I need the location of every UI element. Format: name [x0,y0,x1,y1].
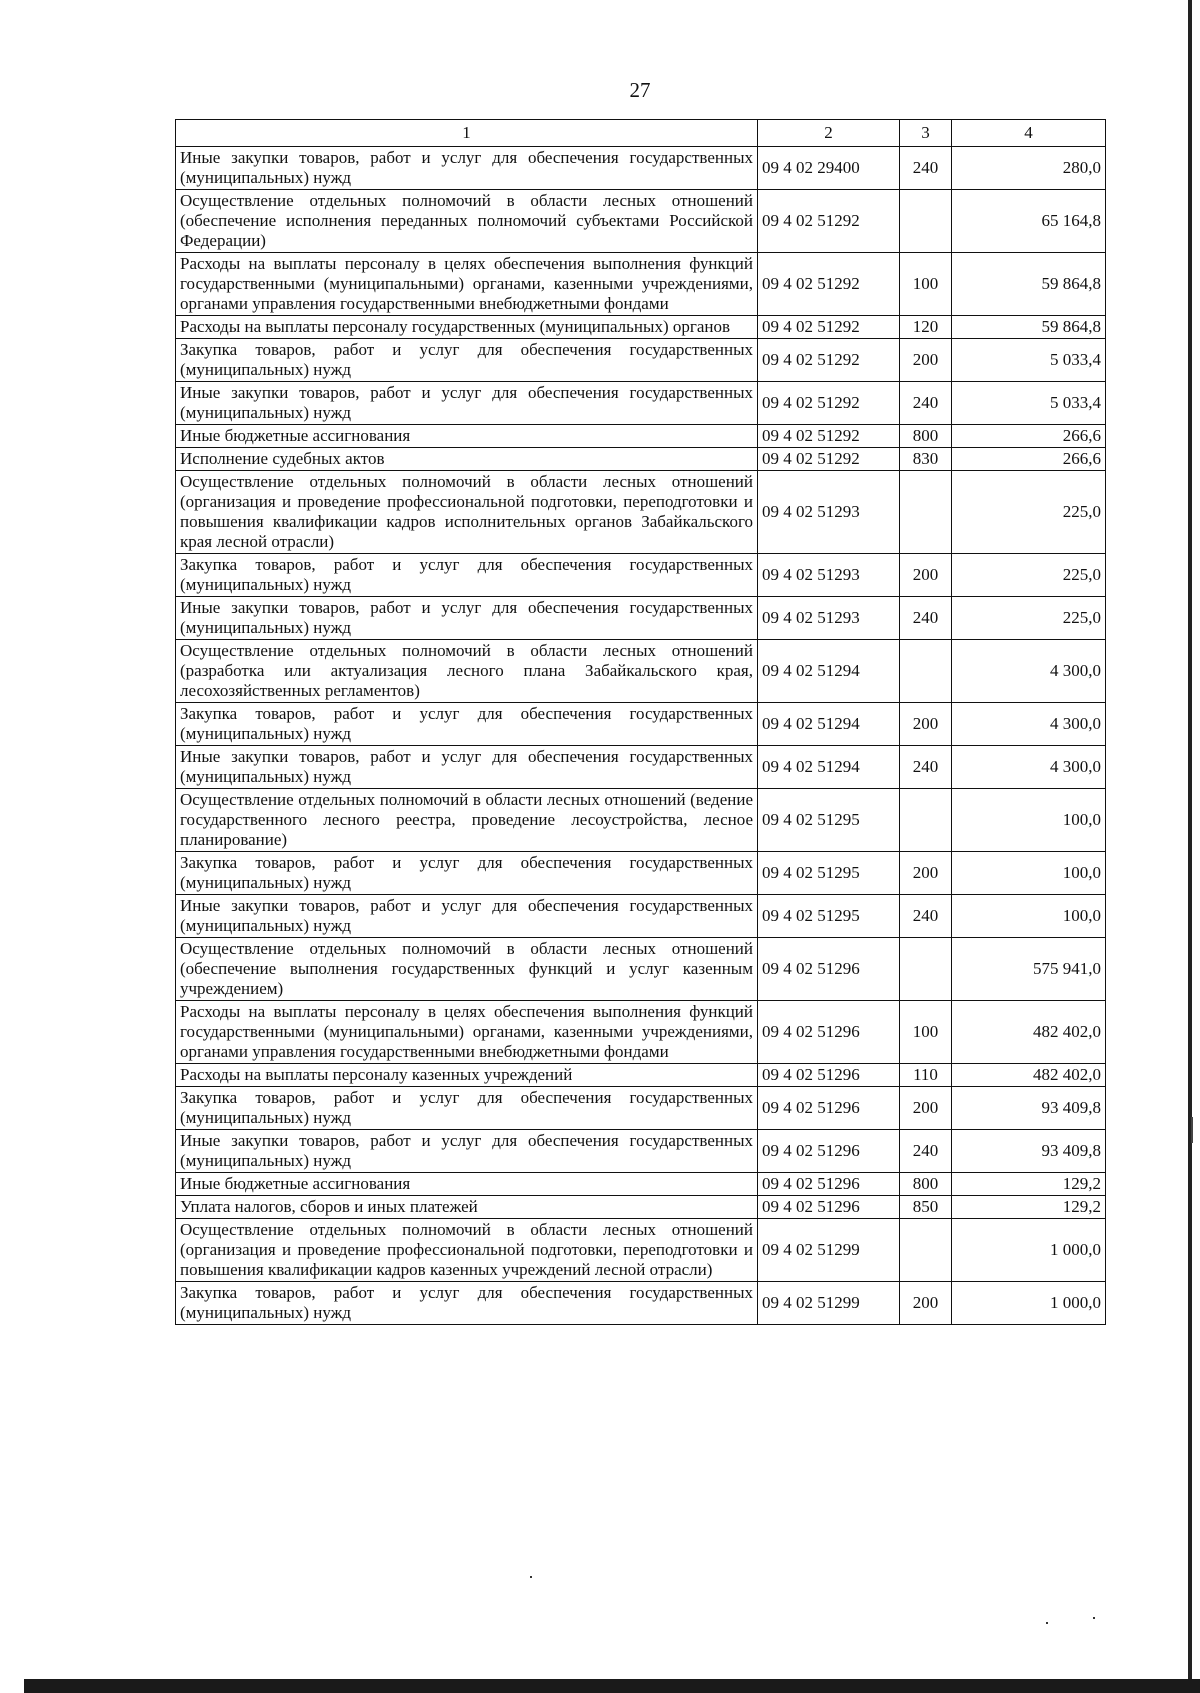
row-amount-cell: 225,0 [952,554,1106,597]
row-amount-cell: 5 033,4 [952,339,1106,382]
row-name-cell: Осуществление отдельных полномочий в области лесных отношений (ведение государственного лесного реестра, проведение лесоустройства, лесное планирование) [176,789,758,852]
row-name-cell: Осуществление отдельных полномочий в области лесных отношений (обеспечение выполнения государственных функций и услуг казенным учреждением) [176,938,758,1001]
table-row [176,1001,1106,1064]
row-expense-type-cell [900,938,952,1001]
table-row [176,448,1106,471]
header-col-3: 3 [900,120,952,147]
row-amount-cell: 100,0 [952,789,1106,852]
row-code-cell: 09 4 02 51296 [758,938,900,1001]
row-amount-cell: 59 864,8 [952,316,1106,339]
row-name-cell: Закупка товаров, работ и услуг для обеспечения государственных (муниципальных) нужд [176,339,758,382]
table-row [176,253,1106,316]
row-expense-type-cell: 240 [900,597,952,640]
row-code-cell: 09 4 02 51292 [758,253,900,316]
table-row [176,1173,1106,1196]
row-code-cell: 09 4 02 51299 [758,1282,900,1325]
row-code-cell: 09 4 02 51296 [758,1087,900,1130]
row-code-cell: 09 4 02 51293 [758,597,900,640]
row-amount-cell: 4 300,0 [952,703,1106,746]
row-code-cell: 09 4 02 51294 [758,640,900,703]
row-name-cell: Расходы на выплаты персоналу государственных (муниципальных) органов [176,316,758,339]
row-name-cell: Иные бюджетные ассигнования [176,1173,758,1196]
row-expense-type-cell: 830 [900,448,952,471]
row-expense-type-cell: 850 [900,1196,952,1219]
table-row [176,554,1106,597]
row-code-cell: 09 4 02 51293 [758,471,900,554]
row-name-cell: Осуществление отдельных полномочий в области лесных отношений (обеспечение исполнения переданных полномочий субъектами Российской Федерации) [176,190,758,253]
table-row [176,190,1106,253]
row-expense-type-cell: 200 [900,339,952,382]
table-row [176,789,1106,852]
row-code-cell: 09 4 02 51295 [758,895,900,938]
row-code-cell: 09 4 02 51294 [758,703,900,746]
row-amount-cell: 266,6 [952,448,1106,471]
row-expense-type-cell: 100 [900,253,952,316]
row-name-cell: Закупка товаров, работ и услуг для обеспечения государственных (муниципальных) нужд [176,703,758,746]
row-expense-type-cell: 200 [900,1282,952,1325]
table-row [176,895,1106,938]
row-amount-cell: 225,0 [952,471,1106,554]
row-name-cell: Закупка товаров, работ и услуг для обеспечения государственных (муниципальных) нужд [176,554,758,597]
row-name-cell: Иные закупки товаров, работ и услуг для обеспечения государственных (муниципальных) нужд [176,895,758,938]
row-expense-type-cell [900,640,952,703]
row-amount-cell: 5 033,4 [952,382,1106,425]
table-row [176,1282,1106,1325]
row-amount-cell: 1 000,0 [952,1219,1106,1282]
row-name-cell: Закупка товаров, работ и услуг для обеспечения государственных (муниципальных) нужд [176,1282,758,1325]
page-number: 27 [629,78,651,102]
row-code-cell: 09 4 02 29400 [758,147,900,190]
row-expense-type-cell: 120 [900,316,952,339]
row-amount-cell: 1 000,0 [952,1282,1106,1325]
scan-speck [530,1576,532,1578]
row-amount-cell: 482 402,0 [952,1001,1106,1064]
row-name-cell: Уплата налогов, сборов и иных платежей [176,1196,758,1219]
row-name-cell: Иные закупки товаров, работ и услуг для обеспечения государственных (муниципальных) нужд [176,1130,758,1173]
table-row [176,640,1106,703]
table-row [176,1219,1106,1282]
row-expense-type-cell: 240 [900,147,952,190]
row-expense-type-cell: 240 [900,895,952,938]
table-row [176,1196,1106,1219]
row-amount-cell: 93 409,8 [952,1087,1106,1130]
row-name-cell: Закупка товаров, работ и услуг для обеспечения государственных (муниципальных) нужд [176,852,758,895]
row-amount-cell: 280,0 [952,147,1106,190]
table-row [176,382,1106,425]
scan-margin-mark [1191,1117,1193,1143]
row-amount-cell: 482 402,0 [952,1064,1106,1087]
row-expense-type-cell [900,1219,952,1282]
row-code-cell: 09 4 02 51295 [758,852,900,895]
budget-table [175,119,1106,1325]
table-row [176,938,1106,1001]
row-amount-cell: 129,2 [952,1196,1106,1219]
row-name-cell: Расходы на выплаты персоналу в целях обеспечения выполнения функций государственными (муниципальными) органами, казенными учреждениями, органами управления государственными внебюджетными фондами [176,253,758,316]
row-code-cell: 09 4 02 51294 [758,746,900,789]
row-name-cell: Осуществление отдельных полномочий в области лесных отношений (организация и проведение профессиональной подготовки, переподготовки и повышения квалификации кадров казенных учреждений лесной отрасли) [176,1219,758,1282]
header-col-1: 1 [176,120,758,147]
row-code-cell: 09 4 02 51296 [758,1196,900,1219]
row-code-cell: 09 4 02 51292 [758,316,900,339]
row-code-cell: 09 4 02 51299 [758,1219,900,1282]
row-expense-type-cell: 100 [900,1001,952,1064]
table-row [176,852,1106,895]
row-name-cell: Иные закупки товаров, работ и услуг для обеспечения государственных (муниципальных) нужд [176,147,758,190]
table-header-row [176,120,1106,147]
row-expense-type-cell: 200 [900,703,952,746]
row-code-cell: 09 4 02 51296 [758,1064,900,1087]
table-row [176,471,1106,554]
header-col-4: 4 [952,120,1106,147]
row-amount-cell: 100,0 [952,852,1106,895]
row-code-cell: 09 4 02 51292 [758,448,900,471]
table-row [176,339,1106,382]
row-code-cell: 09 4 02 51293 [758,554,900,597]
row-name-cell: Иные закупки товаров, работ и услуг для обеспечения государственных (муниципальных) нужд [176,382,758,425]
row-amount-cell: 225,0 [952,597,1106,640]
table-row [176,746,1106,789]
row-amount-cell: 65 164,8 [952,190,1106,253]
row-name-cell: Расходы на выплаты персоналу казенных учреждений [176,1064,758,1087]
row-name-cell: Иные закупки товаров, работ и услуг для обеспечения государственных (муниципальных) нужд [176,597,758,640]
row-expense-type-cell: 240 [900,746,952,789]
scan-speck [1046,1622,1048,1624]
row-expense-type-cell: 200 [900,852,952,895]
row-name-cell: Закупка товаров, работ и услуг для обеспечения государственных (муниципальных) нужд [176,1087,758,1130]
table-row [176,1064,1106,1087]
row-amount-cell: 100,0 [952,895,1106,938]
row-amount-cell: 575 941,0 [952,938,1106,1001]
table-body [176,147,1106,1325]
row-code-cell: 09 4 02 51295 [758,789,900,852]
header-col-2: 2 [758,120,900,147]
row-expense-type-cell [900,190,952,253]
row-amount-cell: 129,2 [952,1173,1106,1196]
row-code-cell: 09 4 02 51292 [758,382,900,425]
row-code-cell: 09 4 02 51296 [758,1001,900,1064]
table-row [176,703,1106,746]
table-row [176,425,1106,448]
row-amount-cell: 266,6 [952,425,1106,448]
row-name-cell: Исполнение судебных актов [176,448,758,471]
row-code-cell: 09 4 02 51292 [758,339,900,382]
row-amount-cell: 59 864,8 [952,253,1106,316]
row-expense-type-cell: 800 [900,425,952,448]
row-amount-cell: 4 300,0 [952,640,1106,703]
row-expense-type-cell: 240 [900,382,952,425]
row-expense-type-cell: 240 [900,1130,952,1173]
scan-edge-bottom [24,1679,1200,1693]
table-row [176,147,1106,190]
row-code-cell: 09 4 02 51296 [758,1173,900,1196]
row-code-cell: 09 4 02 51292 [758,190,900,253]
table-row [176,1087,1106,1130]
row-amount-cell: 93 409,8 [952,1130,1106,1173]
row-name-cell: Осуществление отдельных полномочий в области лесных отношений (разработка или актуализация лесного плана Забайкальского края, лесохозяйственных регламентов) [176,640,758,703]
row-expense-type-cell [900,789,952,852]
row-name-cell: Осуществление отдельных полномочий в области лесных отношений (организация и проведение профессиональной подготовки, переподготовки и повышения квалификации кадров исполнительных органов Забайкальского края лесной отрасли) [176,471,758,554]
table-row [176,316,1106,339]
row-expense-type-cell: 800 [900,1173,952,1196]
table-row [176,1130,1106,1173]
scan-edge-right [1188,0,1192,1693]
table-row [176,597,1106,640]
row-name-cell: Расходы на выплаты персоналу в целях обеспечения выполнения функций государственными (муниципальными) органами, казенными учреждениями, органами управления государственными внебюджетными фондами [176,1001,758,1064]
row-code-cell: 09 4 02 51296 [758,1130,900,1173]
row-expense-type-cell: 200 [900,1087,952,1130]
row-expense-type-cell: 200 [900,554,952,597]
row-expense-type-cell: 110 [900,1064,952,1087]
row-expense-type-cell [900,471,952,554]
row-amount-cell: 4 300,0 [952,746,1106,789]
scan-speck [1093,1617,1095,1619]
row-name-cell: Иные бюджетные ассигнования [176,425,758,448]
row-code-cell: 09 4 02 51292 [758,425,900,448]
row-name-cell: Иные закупки товаров, работ и услуг для обеспечения государственных (муниципальных) нужд [176,746,758,789]
